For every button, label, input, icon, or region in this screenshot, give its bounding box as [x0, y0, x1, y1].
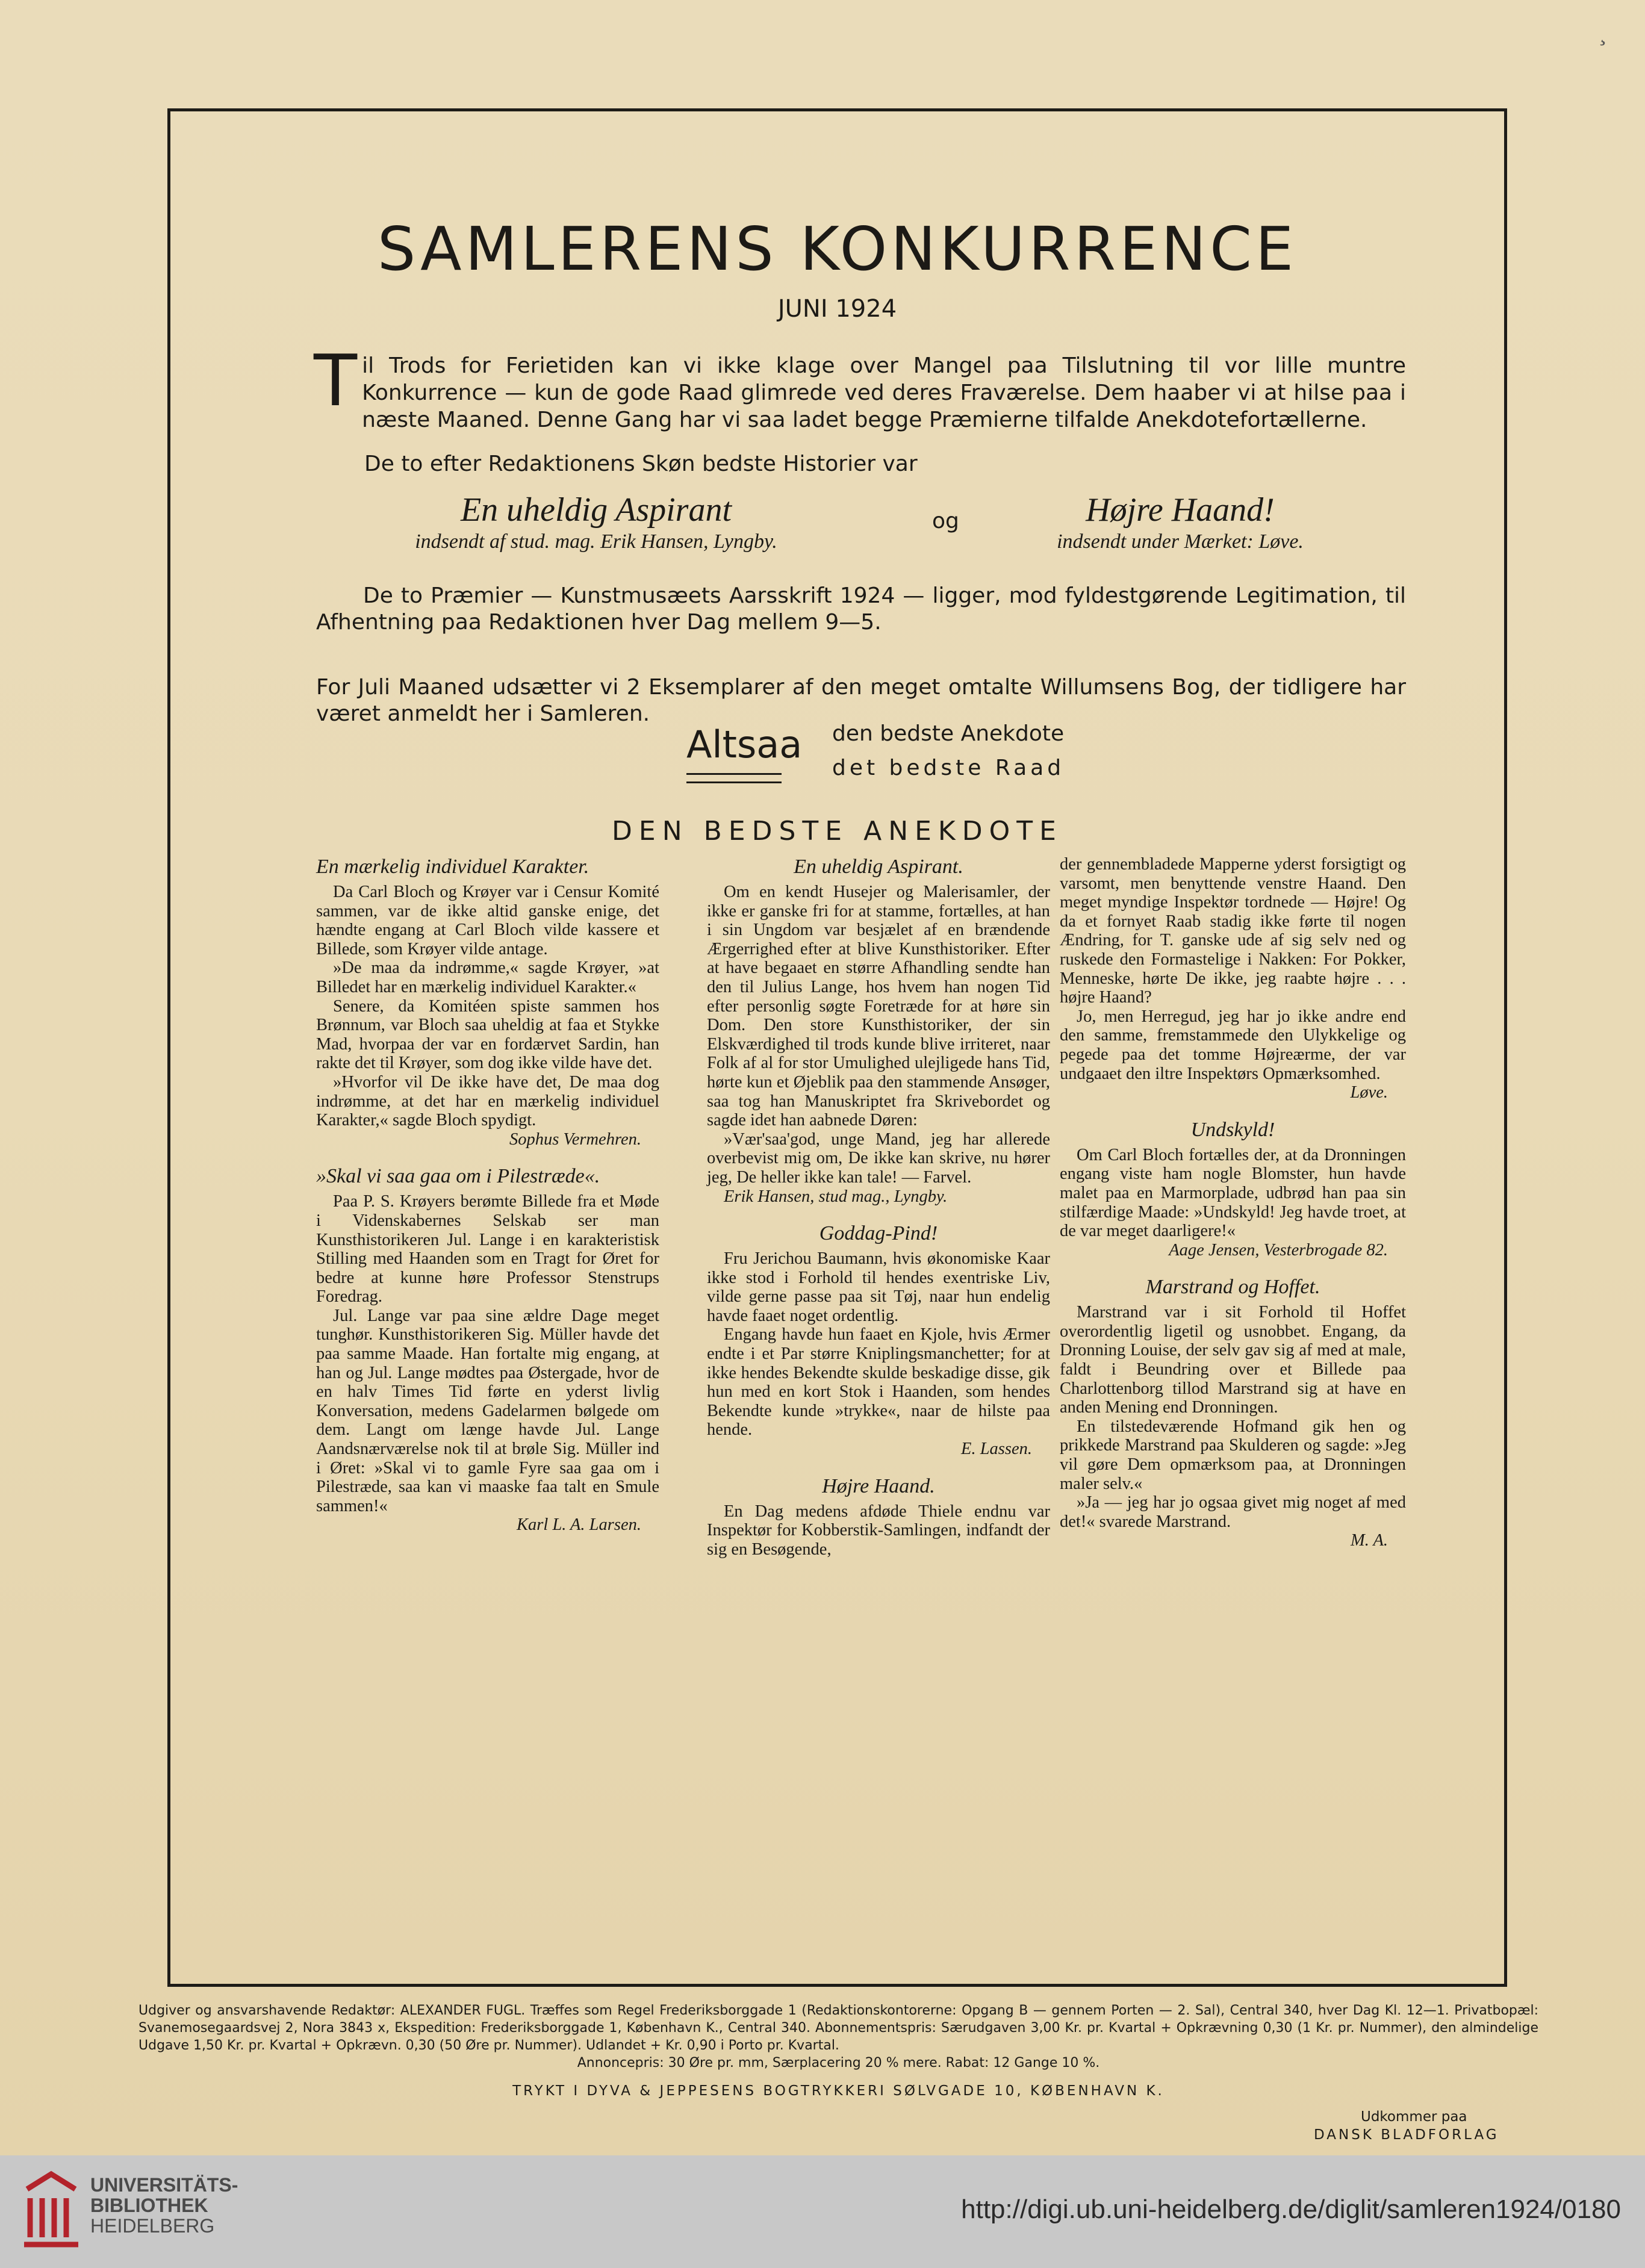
- story-heading: »Skal vi saa gaa om i Pilestræde«.: [316, 1165, 600, 1188]
- story-paragraph: der gennembladede Mapperne yderst forsigtigt og varsomt, men benyttende venstre Haand. Den meget myndige Inspektør tordnede — Højre! Og da et fornyet Raab stadig ikke førte til nogen Ændring, for T. ganske ude af sig selv ned og ruskede den Formastelige i Nakken: For Pokker, Menneske, hørte De ikke, jeg raabte højre . . . højre Haand?: [1060, 855, 1406, 1007]
- source-url[interactable]: http://digi.ub.uni-heidelberg.de/diglit/samleren1924/0180: [961, 2195, 1621, 2224]
- altsaa-line2: det bedste Raad: [832, 756, 1065, 780]
- intro-text: il Trods for Ferietiden kan vi ikke klage over Mangel paa Tilslutning til vor lille muntre Konkurrence — kun de gode Raad glimrede ved deres Fraværelse. Dem haaber vi at hilse paa i næste Maaned. Denne Gang har vi saa ladet begge Præmierne tilfalde Anekdotefortællerne.: [362, 353, 1406, 432]
- story-signature: M. A.: [1350, 1531, 1388, 1550]
- column-2: [707, 855, 1050, 1559]
- story-paragraph: Da Carl Bloch og Krøyer var i Censur Komité sammen, var de ikke altid ganske enige, det hændte engang at Carl Bloch vilde kassere et Billede, som Krøyer vilde antage.: [316, 883, 659, 958]
- story-signature: Løve.: [1350, 1083, 1388, 1102]
- story-paragraph: Senere, da Komitéen spiste sammen hos Brønnum, var Bloch saa uheldig at faa et Stykke Mad, hvorpaa der var en fordærvet Sardin, han rakte det til Krøyer, som dog ikke vilde have det.: [316, 996, 659, 1073]
- section-title: DEN BEDSTE ANEKDOTE: [612, 816, 1063, 847]
- library-logo-icon[interactable]: [18, 2165, 84, 2255]
- library-name-line1: UNIVERSITÄTS-: [90, 2174, 238, 2196]
- story-heading: En mærkelig individuel Karakter.: [316, 856, 589, 878]
- story-signature: Aage Jensen, Vesterbrogade 82.: [1169, 1240, 1388, 1260]
- story-paragraph: Jo, men Herregud, jeg har jo ikke andre end den samme, fremstammede den Ulykkelige og pegede paa det tomme Højreærme, der var undgaaet den iltre Inspektørs Opmærksomhed.: [1060, 1007, 1406, 1083]
- story-signature: E. Lassen.: [961, 1440, 1032, 1459]
- story-heading: En uheldig Aspirant.: [794, 856, 963, 878]
- story-paragraph: »Hvorfor vil De ikke have det, De maa dog indrømme, at det har en mærkelig individuel Karakter,« sagde Bloch spydigt.: [316, 1072, 659, 1130]
- intro-line2: De to efter Redaktionens Skøn bedste Historier var: [364, 452, 918, 476]
- page-title: SAMLERENS KONKURRENCE: [377, 214, 1298, 284]
- winner-second: [987, 491, 1373, 553]
- story-heading: Marstrand og Hoffet.: [1145, 1276, 1320, 1299]
- winner-first: [361, 491, 831, 553]
- column-3: [1060, 855, 1406, 1550]
- story-signature: Sophus Vermehren.: [509, 1129, 641, 1149]
- story-paragraph: »Vær'saa'god, unge Mand, jeg har allerede overbevist mig om, De ikke kan skrive, nu hører jeg, De heller ikke kan tale! — Farvel.: [707, 1129, 1050, 1187]
- story-heading: Goddag-Pind!: [819, 1222, 938, 1245]
- imprint-text: Udgiver og ansvarshavende Redaktør: ALEXANDER FUGL. Træffes som Regel Frederiksborggade 1 (Redaktionskontorerne: Opgang B — gennem Porten — 2. Sal), Central 340, hver Dag Kl. 12—1. Privatbopæl: Svanemosegaardsvej 2, Nora 3843 x, Ekspedition: Frederiksborggade 1, København K., Central 340. Abonnementspris: Særudgaven 3,00 Kr. pr. Kvartal + Opkrævning 0,30 (1 Kr. pr. Nummer), den almindelige Udgave 1,50 Kr. pr. Kvartal + Opkrævn. 0,30 (50 Øre pr. Nummer). Udlandet + Kr. 0,90 i Porto pr. Kvartal.: [138, 2003, 1538, 2053]
- story-paragraph: En Dag medens afdøde Thiele endnu var Inspektør for Kobberstik-Samlingen, indfandt der sig en Besøgende,: [707, 1502, 1050, 1559]
- distributor-name: DANSK BLADFORLAG: [1314, 2127, 1499, 2143]
- story-paragraph: Om en kendt Husejer og Malerisamler, der ikke er ganske fri for at stamme, fortælles, at han i sin Ungdom var besjælet af en brændende Ærgerrighed efter at blive Kunsthistoriker. Efter at have begaaet en større Afhandling sendte han den til Julius Lange, hos hvem han nogen Tid efter personlig søgte Foretræde for at høre sin Dom. Den store Kunsthistoriker, der sin Elskværdighed til trods kunde blive irriteret, naar Folk af al for stor Umulighed ulejligede hans Tid, hørte kun et Øjeblik paa den stammende Ansøger, saa tog han Manuskriptet fra Skrivebordet og sagde idet han aabnede Døren:: [707, 883, 1050, 1130]
- imprint: [138, 2002, 1538, 2072]
- story-paragraph: Om Carl Bloch fortælles der, at da Dronningen engang viste ham nogle Blomster, hun havde malet paa en Marmorplade, udbrød han paa sin stilfærdige Maade: »Undskyld! Jeg havde troet, at de var meget daarligere!«: [1060, 1145, 1406, 1241]
- winner-second-title: Højre Haand!: [1086, 491, 1275, 529]
- altsaa-line1: den bedste Anekdote: [832, 721, 1065, 746]
- story-paragraph: »De maa da indrømme,« sagde Krøyer, »at Billedet har en mærkelig individuel Karakter.«: [316, 958, 659, 996]
- scan-mark: ¸: [1599, 19, 1607, 46]
- story-signature: Karl L. A. Larsen.: [517, 1515, 641, 1535]
- winner-first-sub: indsendt af stud. mag. Erik Hansen, Lyngby.: [415, 530, 777, 553]
- library-name-line2: BIBLIOTHEK: [90, 2195, 208, 2216]
- column-1: [316, 855, 659, 1535]
- story-signature: Erik Hansen, stud mag., Lyngby.: [724, 1187, 948, 1206]
- story-paragraph: Marstrand var i sit Forhold til Hoffet overordentlig ligetil og usnobbet. Engang, da Dronning Louise, der selv gav sig af med at male, faldt i Beundring over et Billede paa Charlottenborg tillod Marstrand sig at have en anden Mening end Dronningen.: [1060, 1303, 1406, 1417]
- imprint-ad-rates: Annoncepris: 30 Øre pr. mm, Særplacering 20 % mere. Rabat: 12 Gange 10 %.: [577, 2055, 1100, 2071]
- intro-paragraph: [314, 339, 1406, 433]
- printer-line: TRYKT I DYVA & JEPPESENS BOGTRYKKERI SØLVGADE 10, KØBENHAVN K.: [512, 2083, 1165, 2099]
- altsaa-word: Altsaa: [686, 722, 803, 766]
- winner-conjunction: og: [932, 509, 959, 533]
- story-paragraph: Fru Jerichou Baumann, hvis økonomiske Kaar ikke stod i Forhold til hendes exentriske Liv, vilde gerne passe paa sit Tøj, naar hun endelig havde faaet noget ordentlig.: [707, 1249, 1050, 1325]
- story-heading: Højre Haand.: [822, 1474, 935, 1497]
- story-paragraph: Engang havde hun faaet en Kjole, hvis Ærmer endte i et Par større Kniplingsmanchetter; for at ikke hendes Bekendte skulde beskadige disse, gik hun med en kort Stok i Haanden, som hendes Bekendte kunde »trykke«, naar de hilste paa hende.: [707, 1325, 1050, 1440]
- story-paragraph: »Ja — jeg har jo ogsaa givet mig noget af med det!« svarede Marstrand.: [1060, 1493, 1406, 1531]
- july-paragraph: For Juli Maaned udsætter vi 2 Eksemplarer af den meget omtalte Willumsens Bog, der tidligere har været anmeldt her i Samleren.: [316, 675, 1406, 726]
- story-paragraph: En tilstedeværende Hofmand gik hen og prikkede Marstrand paa Skulderen og sagde: »Jeg vil gøre Dem opmærksom paa, at Dronningen maler selv.«: [1060, 1417, 1406, 1493]
- prizes-paragraph: De to Præmier — Kunstmusæets Aarsskrift 1924 — ligger, mod fyldestgørende Legitimation, til Afhentning paa Redaktionen hver Dag mellem 9—5.: [316, 583, 1406, 635]
- story-heading: Undskyld!: [1190, 1118, 1275, 1141]
- story-paragraph: Paa P. S. Krøyers berømte Billede fra et Møde i Videnskabernes Selskab ser man Kunsthistorikeren Jul. Lange i en karakteristisk Stilling med Haanden som en Tragt for Øret for bedre at kunne høre Professor Stenstrups Foredrag.: [316, 1192, 659, 1306]
- winner-second-sub: indsendt under Mærket: Løve.: [1057, 530, 1304, 553]
- distributor-label: Udkommer paa: [1361, 2109, 1467, 2125]
- winner-first-title: En uheldig Aspirant: [460, 491, 732, 529]
- library-name[interactable]: [90, 2175, 238, 2236]
- story-paragraph: Jul. Lange var paa sine ældre Dage meget tunghør. Kunsthistorikeren Sig. Müller havde det paa samme Maade. Han fortalte mig engang, at han og Jul. Lange mødtes paa Østergade, hvor de en halv Times Tid førte en yderst livlig Konversation, medens Gadelarmen bølgede om dem. Langt om længe havde Jul. Lange Aandsnærværelse nok til at brøle Sig. Müller ind i Øret: »Skal vi to gamle Fyre saa gaa om i Pilestræde, saa kan vi maaske faa talt en Smule sammen!«: [316, 1306, 659, 1515]
- issue-date: JUNI 1924: [777, 295, 897, 323]
- altsaa-underline: [686, 773, 782, 783]
- drop-cap: T: [314, 339, 358, 422]
- library-name-line3: HEIDELBERG: [90, 2215, 215, 2237]
